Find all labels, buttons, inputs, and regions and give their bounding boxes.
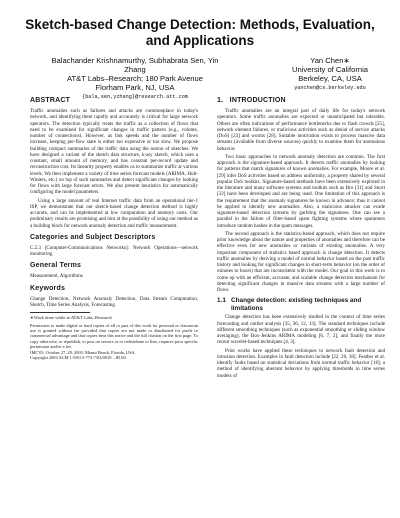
abstract-paragraph: Traffic anomalies such as failures and attacks are commonplace in today's network, and identifying them rapidly and accurately is critical for large network operators. The detection typically treats the traffic as a collection of flows that need to be examined for significant changes in traffic pattern (e.g., volume, number of connections). However, as link speeds and the number of flows increase, keeping per-flow state is either too expensive or too slow. We propose building compact summaries of the traffic data using the notion of sketches. We have designed a variant of the sketch data structure, k-ary sketch, which uses a constant, small amount of memory, and has constant per-record update and reconstruction cost. Its linearity property enables us to summarize traffic at various levels. We then implement a variety of time series forecast models (ARIMA, Holt-Winters, etc.) on top of such summaries and detect significant changes by looking for flows with large forecast errors. We also present heuristics for automatically configuring the model parameters.: [30, 108, 198, 196]
general-terms-text: Measurement, Algorithms: [30, 273, 83, 280]
intro-paragraph: The second approach is the statistics-based approach, which does not require prior knowledge about the nature and properties of anomalies and therefore can be effective even for new anomalies or variants of existing anomalies. A very important component of statistics based approach is change detection. It detects traffic anomalies by deriving a model of normal behavior based on the past traffic history and looking for significant changes in short-term behavior (on the order of minutes to hours) that are inconsistent with the model. Our goal in this work is to come up with an efficient, accurate, and scalable change detection mechanism for detecting significant changes in massive data streams with a large number of flows.: [217, 230, 385, 293]
subsection-paragraph: Prior works have applied these techniques to network fault detection and intrusion detection. Examples in fault detection include [22, 26, 38]. Feather et al. identify faults based on statistical deviations from normal traffic behavior [18]; a method of identifying aberrant behavior by applying thresholds in time series models of: [217, 347, 385, 379]
abstract-paragraph: Using a large amount of real Internet traffic data from an operational tier-1 ISP, we demonstrate that our sketch-based change detection method is highly accurate, and can be implemented at low computation and memory costs. Our preliminary results are promising and hint at the possibility of using our method as a building block for network anomaly detection and traffic measurement.: [30, 197, 198, 229]
author-names: Yan Chen∗: [310, 56, 350, 65]
author-email: {bala,sen,yzhang}@research.att.com: [82, 94, 188, 100]
section-heading: Keywords: [30, 284, 66, 292]
categories-text: C.2.3 [Computer-Communications Networks]: Network Operations—network monitoring: [30, 244, 198, 257]
author-block-right: [275, 56, 385, 92]
intro-paragraph: Traffic anomalies are an integral part of daily life for today's network operators. Some traffic anomalies are expected or unanticipated but tolerable. Others are often indications of performance bottlenecks due to flash crowds [25], network element failures, or malicious activities such as denial of service attacks (DoS) [23] and worms [28]. Suitable motivation exists to process massive data streams (available from diverse sources) quickly to examine them for anomalous behavior.: [217, 108, 385, 152]
keywords-text: Change Detection, Network Anomaly Detection, Data Stream Computation, Sketch, Time Series Analysis, Forecasting: [30, 295, 198, 308]
copyright-line: Copyright 2003 ACM 1-58113-773-7/03/0010 ...$5.00.: [30, 355, 127, 361]
introduction-section: [217, 96, 385, 293]
right-column: [217, 96, 385, 383]
author-location: Berkeley, CA, USA: [298, 74, 362, 83]
section-heading: Categories and Subject Descriptors: [30, 233, 156, 241]
keywords-section: [30, 284, 198, 309]
subsection-title: Change detection: existing techniques and limitations: [231, 297, 362, 312]
subsection-number: 1.1: [217, 297, 226, 305]
author-affiliation: University of California: [292, 65, 368, 74]
section-heading: General Terms: [30, 262, 82, 270]
permission-notice: Permission to make digital or hard copies of all or part of this work for personal or classroom use is granted without fee provided that copies are not made or distributed for profit or commercial advantage and that copies bear this notice and the full citation on the first page. To copy otherwise, to republish, to post on servers or to redistribute to lists, requires prior specific permission and/or a fee.: [30, 322, 198, 350]
section-heading: 1. INTRODUCTION: [217, 97, 286, 104]
author-email: yanchen@cs.berkeley.edu: [294, 85, 366, 91]
left-column: [30, 96, 198, 360]
abstract-section: [30, 96, 198, 229]
conference-line: IMC'03, October 27–29, 2003, Miami Beach, Florida, USA.: [30, 349, 136, 355]
categories-section: [30, 233, 198, 258]
section-heading: ABSTRACT: [30, 97, 71, 104]
author-names: Balachander Krishnamurthy, Subhabrata Sen, Yin Zhang: [51, 56, 219, 74]
general-terms-section: [30, 261, 198, 279]
author-location: Florham Park, NJ, USA: [95, 83, 175, 92]
intro-paragraph: Two basic approaches to network anomaly detection are common. The first approach is the signature-based approach. It detects traffic anomalies by looking for patterns that match signatures of known anomalies. For example, Moore et al. [29] infer DoS activities based on address uniformity, a property shared by several popular DoS toolkits. Signature-based methods have been extensively explored in the literature and many software systems and toolkits such as Bro [31] and Snort [32] have been developed and are being used. One limitation of this approach is the requirement that the anomaly signatures be known in advance; thus it cannot be applied to identify new anomalies. Also, a malicious attacker can evade signature-based detection systems by garbling the signatures. One can see a parallel in the failure of filter-based spam fighting systems where spammers introduce random hashes in the spam messages.: [217, 153, 385, 229]
subsection-paragraph: Change detection has been extensively studied in the context of time series forecasting and outlier analysis [35, 36, 12, 13]. The standard techniques include different smoothing techniques (such as exponential smoothing or sliding window averaging), the Box-Jenkins ARIMA modeling [6, 7, 2], and finally the more recent wavelet-based techniques [4, 3].: [217, 314, 385, 346]
paper-title: Sketch-based Change Detection: Methods, Evaluation, and Applications: [25, 17, 375, 48]
subsection-change-detection: [217, 297, 385, 379]
subsection-heading: [217, 297, 385, 312]
author-block-left: [40, 56, 230, 101]
footnote: ∗Work done while at AT&T Labs–Research: [30, 315, 112, 320]
footnote-rule: [30, 312, 90, 313]
author-affiliation: AT&T Labs–Research; 180 Park Avenue: [67, 74, 203, 83]
